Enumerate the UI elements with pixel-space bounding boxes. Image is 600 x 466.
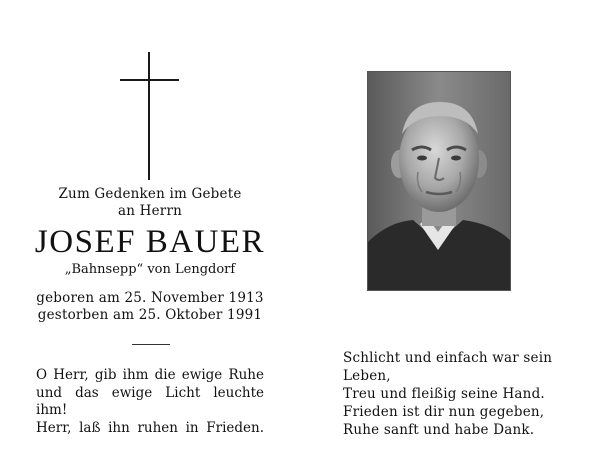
nickname: „Bahnsepp“ von Lengdorf: [64, 262, 236, 277]
prayer-line: O Herr, gib ihm die ewige Ruhe: [36, 367, 264, 383]
cross-icon-bar: [120, 79, 179, 81]
verse-line: Schlicht und einfach war sein Leben,: [343, 350, 553, 384]
divider: [132, 344, 170, 345]
verse-line: Treu und fleißig seine Hand.: [343, 386, 545, 402]
deceased-name: JOSEF BAUER: [34, 224, 266, 260]
prayer-line: und das ewige Licht leuchte ihm!: [36, 384, 264, 418]
verse-line: Ruhe sanft und habe Dank.: [343, 422, 535, 438]
death-date: gestorben am 25. Oktober 1991: [37, 307, 263, 323]
portrait-photo: [367, 71, 511, 291]
prayer-text: [36, 367, 264, 437]
cross-icon: [148, 52, 150, 180]
life-dates: [0, 290, 300, 324]
prayer-line: Herr, laß ihn ruhen in Frieden.: [36, 419, 264, 436]
birth-date: geboren am 25. November 1913: [36, 290, 264, 306]
verse-line: Frieden ist dir nun gegeben,: [343, 404, 545, 420]
intro-line: Zum Gedenken im Gebete: [58, 186, 242, 202]
intro-line: an Herrn: [118, 203, 182, 219]
verse-text: [343, 349, 583, 439]
intro-text: [0, 186, 300, 220]
